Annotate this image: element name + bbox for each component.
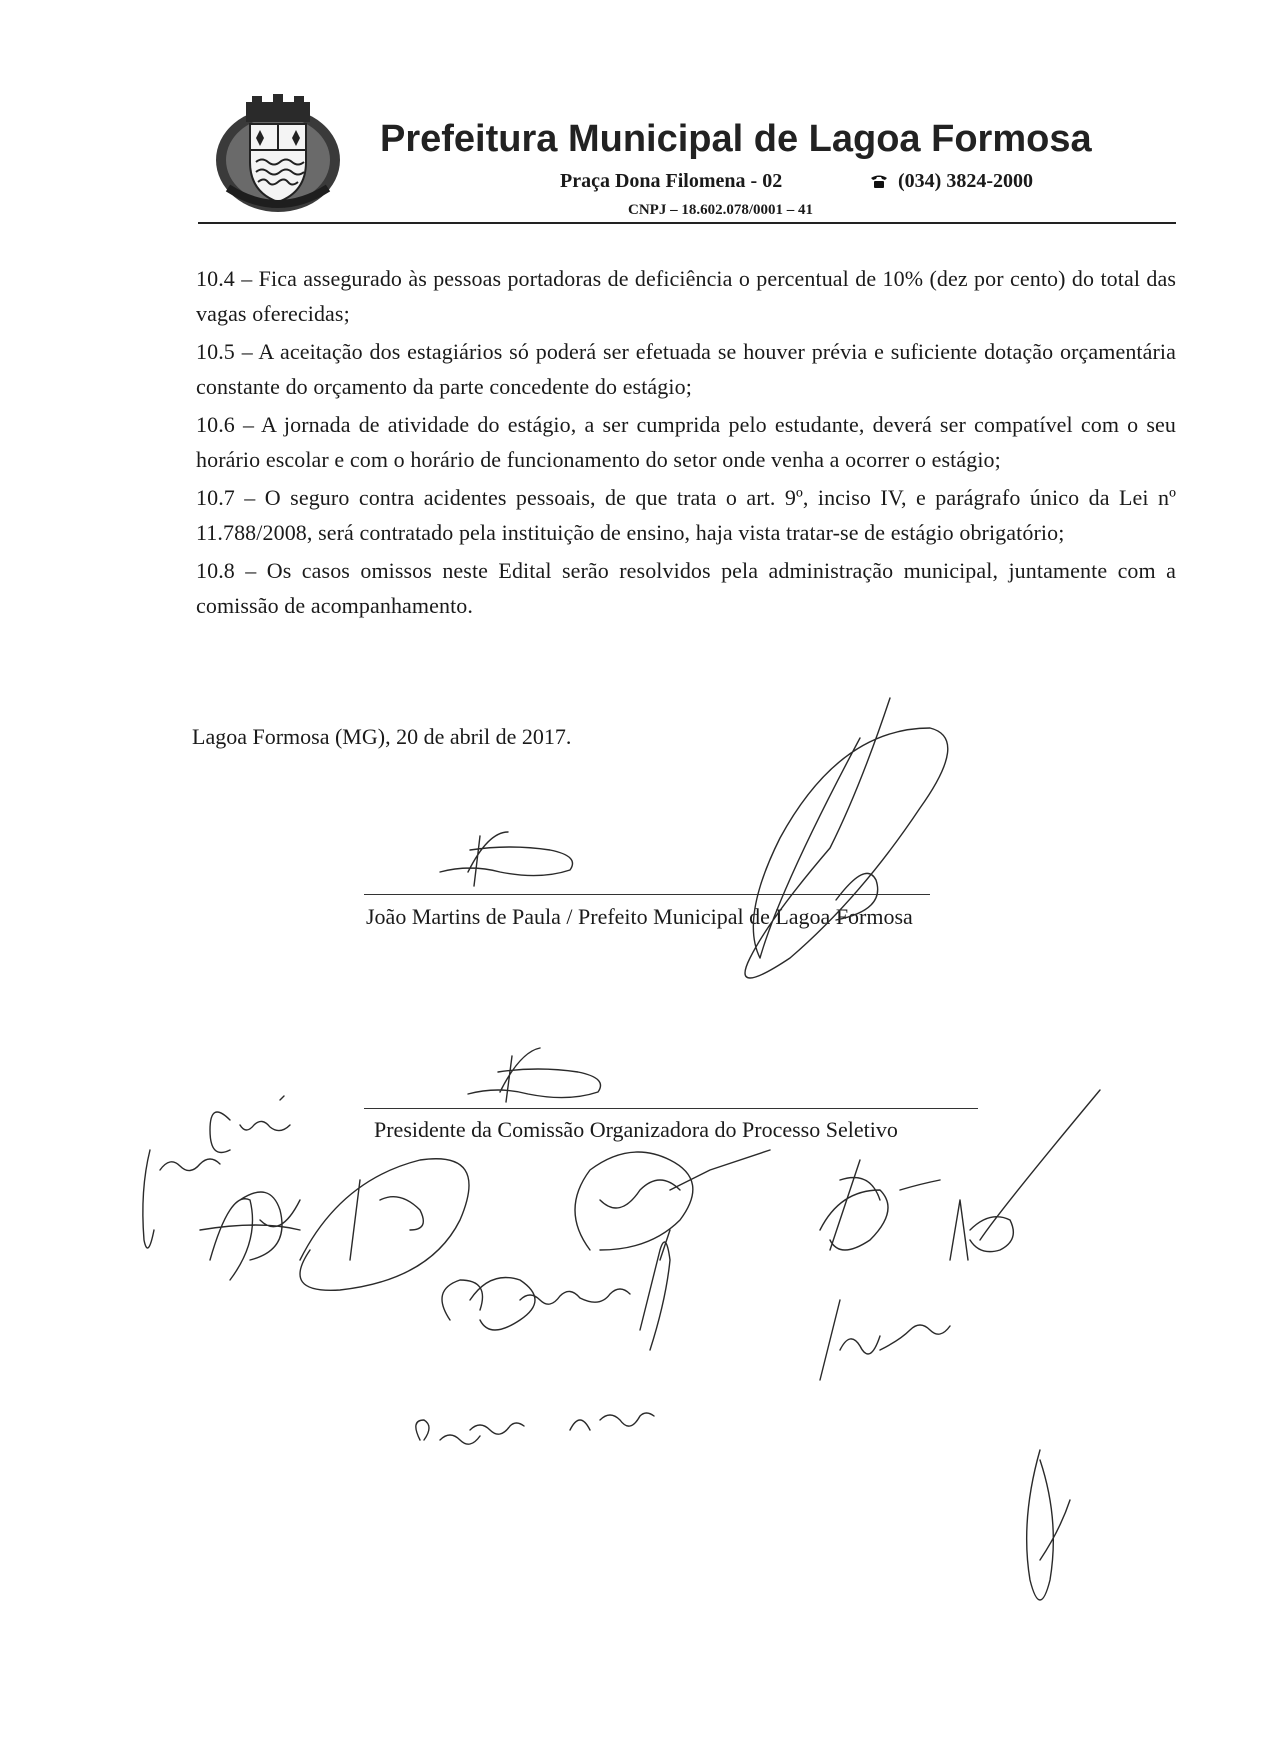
clause-10-5: 10.5 – A aceitação dos estagiários só poderá ser efetuada se houver prévia e suficiente dotação orçamentária constante do orçamento da parte concedente do estágio; <box>196 339 1176 399</box>
signature-mark <box>300 1159 469 1291</box>
place-and-date: Lagoa Formosa (MG), 20 de abril de 2017. <box>192 724 572 749</box>
clause-list <box>196 262 1176 627</box>
signature-mark <box>1027 1450 1070 1600</box>
signature-mark <box>640 1230 670 1350</box>
signature-mark <box>468 1048 601 1102</box>
signature-mark <box>416 1413 654 1444</box>
municipal-coat-of-arms-icon <box>208 92 348 220</box>
signature-mark <box>143 1150 220 1248</box>
phone-number: (034) 3824-2000 <box>898 170 1033 192</box>
president-signature-line <box>364 1108 978 1109</box>
cnpj-number: CNPJ – 18.602.078/0001 – 41 <box>628 202 813 218</box>
mayor-signature-caption: João Martins de Paula / Prefeito Municipal de Lagoa Formosa <box>366 904 913 929</box>
signature-mark <box>575 1150 770 1250</box>
clause-10-6: 10.6 – A jornada de atividade do estágio, a ser cumprida pelo estudante, deverá ser compatível com o seu horário escolar e com o horário de funcionamento do setor onde venha a ocorrer o estágio; <box>196 412 1176 472</box>
signature-mark <box>200 1192 300 1280</box>
signature-mark <box>440 832 573 886</box>
clause-10-4: 10.4 – Fica assegurado às pessoas portadoras de deficiência o percentual de 10% (dez por cento) do total das vagas oferecidas; <box>196 266 1176 326</box>
mayor-signature-line <box>364 894 930 895</box>
signature-mark <box>442 1278 630 1331</box>
signature-mark <box>950 1090 1100 1260</box>
signature-mark <box>210 1096 290 1153</box>
organization-name: Prefeitura Municipal de Lagoa Formosa <box>380 118 1092 160</box>
president-signature-caption: Presidente da Comissão Organizadora do Processo Seletivo <box>374 1117 898 1142</box>
telephone-icon <box>870 174 888 188</box>
phone-contact <box>870 170 1033 193</box>
signature-mark <box>820 1300 950 1380</box>
letterhead-divider <box>198 222 1176 224</box>
clause-10-8: 10.8 – Os casos omissos neste Edital serão resolvidos pela administração municipal, juntamente com a comissão de acompanhamento. <box>196 558 1176 618</box>
signature-mark <box>745 698 948 978</box>
address-text: Praça Dona Filomena - 02 <box>560 170 783 192</box>
clause-10-7: 10.7 – O seguro contra acidentes pessoais, de que trata o art. 9º, inciso IV, e parágrafo único da Lei nº 11.788/2008, será contratado pela instituição de ensino, haja vista tratar-se de estágio obrigatório; <box>196 485 1176 545</box>
signature-mark <box>820 1160 940 1250</box>
